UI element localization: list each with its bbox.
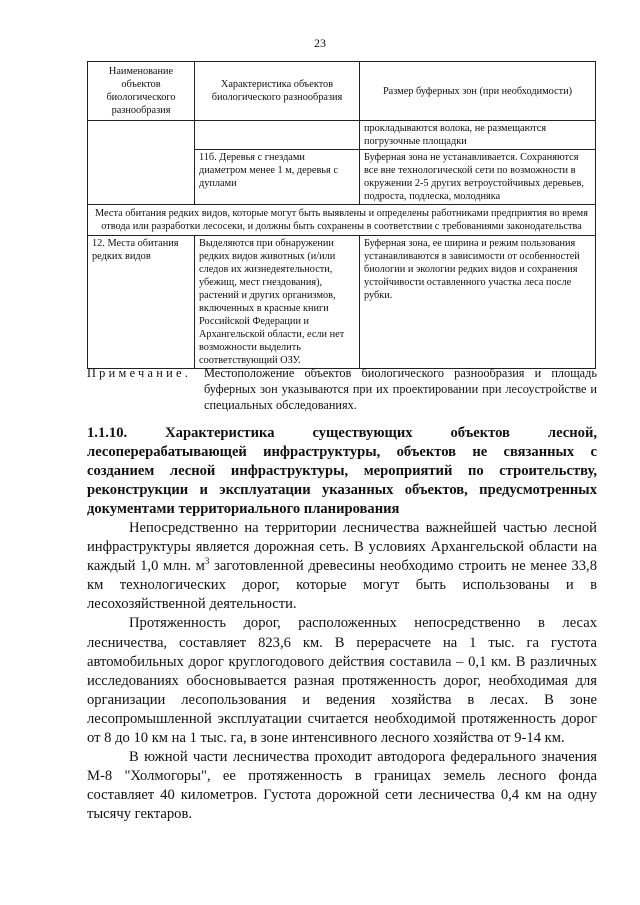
paragraph: Протяженность дорог, расположенных непосредственно в лесах лесничества, составляет 823,6 км. В перерасчете на 1 тыс. га густота автомобильных дорог круглогодового действия составила – 0,1 км. В различных исследованиях обосновывается разная протяженность дорог, необходимая для организации лесопользования и ведения хозяйства в лесах. В зоне лесопромышленной эксплуатации считается необходимой протяженность дорог от 8 до 10 км на 1 тыс. га, в зоне интенсивного лесного хозяйства от 9-14 км. bbox=[87, 615, 597, 747]
table-row bbox=[88, 121, 596, 150]
table-cell-buffer: Буферная зона не устанавливается. Сохраняются все вне технологической сети по возможности в окружении 2-5 других ветроустойчивых деревьев, подроста, подлеска, молодняка bbox=[360, 150, 596, 205]
header-object-name: Наименование объектов биологического разнообразия bbox=[88, 62, 195, 121]
note-text: Местоположение объектов биологического разнообразия и площадь буферных зон указываются при их проектировании при лесоустройстве и специальных обследованиях. bbox=[204, 366, 597, 412]
body-text bbox=[87, 519, 597, 825]
table-span-cell: Места обитания редких видов, которые могут быть выявлены и определены работниками предприятия во время отвода или разработки лесосеки, и должны быть сохранены в соответствии с требованиями законодательства bbox=[88, 205, 596, 236]
note-label: Примечание. bbox=[87, 366, 192, 380]
paragraph-text: заготовленной древесины необходимо строить не менее 33,8 км технологических дорог, которые могут быть использованы и в лесохозяйственной деятельности. bbox=[87, 558, 597, 613]
table-note bbox=[87, 365, 597, 413]
heading-line: 1.1.10. Характеристика существующих объектов лесной, bbox=[87, 425, 597, 441]
table-cell-characteristic: 11б. Деревья с гнездами диаметром менее 1 м, деревья с дуплами bbox=[195, 150, 360, 205]
table-cell-characteristic: Выделяются при обнаружении редких видов животных (и/или следов их жизнедеятельности, убежищ, мест гнездования), растений и других организмов, включенных в красные книги Российской Федерации и Архангельской области, если нет возможности выделить соответствующий ОЗУ. bbox=[195, 236, 360, 369]
table-header-row bbox=[88, 62, 596, 121]
header-characteristics: Характеристика объектов биологического разнообразия bbox=[195, 62, 360, 121]
superscript: 3 bbox=[204, 556, 210, 567]
page-number: 23 bbox=[314, 36, 326, 50]
table-cell-empty bbox=[195, 121, 360, 150]
table-cell-empty bbox=[88, 121, 195, 205]
heading-line: лесоперерабатывающей инфраструктуры, объектов не связанных с bbox=[87, 444, 597, 460]
section-heading bbox=[87, 424, 597, 519]
paragraph: В южной части лесничества проходит автодорога федерального значения М-8 "Холмогоры", ее протяженность в границах земель лесного фонда составляет 40 километров. Густота дорожной сети лесничества 0,4 км на одну тысячу гектаров. bbox=[87, 749, 597, 823]
heading-line: документами территориального планирования bbox=[87, 501, 400, 517]
table-cell-buffer: Буферная зона, ее ширина и режим пользования устанавливаются в зависимости от особенностей биологии и экологии редких видов и сохранения устойчивости оставленного участка леса после рубки. bbox=[360, 236, 596, 369]
table-cell-object: 12. Места обитания редких видов bbox=[88, 236, 195, 369]
table-row bbox=[88, 236, 596, 369]
biodiversity-table bbox=[87, 61, 596, 369]
table-span-row bbox=[88, 205, 596, 236]
heading-line: созданием лесной инфраструктуры, мероприятий по строительству, bbox=[87, 463, 597, 479]
paragraph bbox=[87, 519, 597, 614]
table-cell-buffer: прокладываются волока, не размещаются погрузочные площадки bbox=[360, 121, 596, 150]
header-buffer-zone: Размер буферных зон (при необходимости) bbox=[360, 62, 596, 121]
heading-line: реконструкции и эксплуатации указанных объектов, предусмотренных bbox=[87, 482, 597, 498]
paragraph-text: Непосредственно на территории лесничества важнейшей частью лесной инфраструктуры является дорожная сеть. В условиях Архангельской области на каждый 1,0 млн. м bbox=[87, 520, 597, 575]
